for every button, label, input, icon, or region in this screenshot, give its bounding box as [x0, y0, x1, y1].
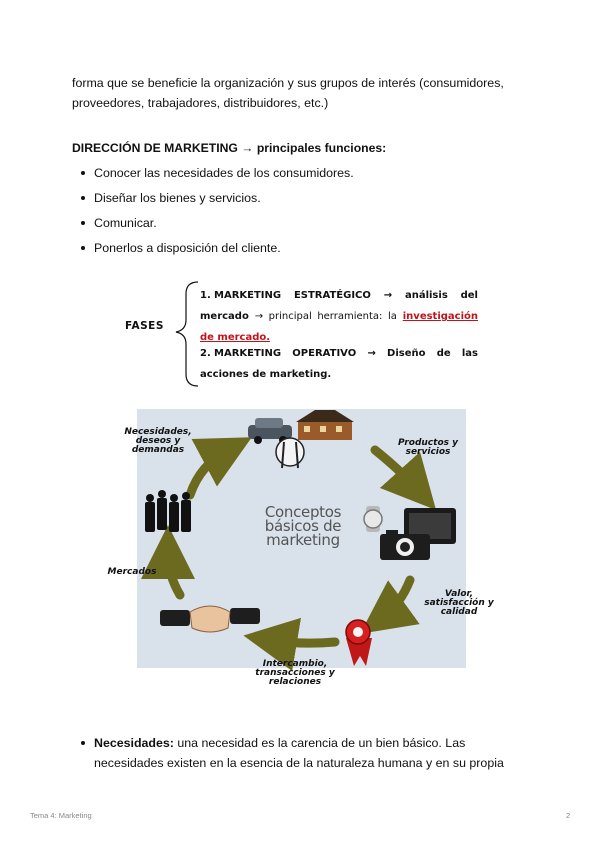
- ribbon-icon: [346, 620, 372, 666]
- curly-brace-icon: [172, 280, 202, 390]
- phase-1-title: MARKETING ESTRATÉGICO → análisis del: [214, 290, 478, 301]
- needs-definition: Necesidades: una necesidad es la carencia de un bien básico. Las necesidades existen en la esencia de la naturaleza humana y en su propia: [72, 733, 532, 773]
- functions-list: [72, 163, 354, 263]
- label-products: Productos y servicios: [398, 438, 458, 457]
- house-icon: [296, 410, 354, 440]
- intro-paragraph: [72, 73, 532, 113]
- handshake-icon: [160, 606, 260, 632]
- section-heading: DIRECCIÓN DE MARKETING → principales funciones:: [72, 141, 387, 155]
- page-number: 2: [566, 811, 571, 820]
- phase-1: 1. MARKETING ESTRATÉGICO → análisis del mercado → principal herramienta: la investigación de mercado.: [200, 290, 479, 343]
- intro-line-2: proveedores, trabajadores, distribuidores, etc.): [72, 96, 329, 110]
- needs-term: Necesidades:: [94, 736, 174, 750]
- diagram-center-title: Conceptos básicos de marketing: [264, 503, 342, 549]
- footer-title: Tema 4: Marketing: [30, 811, 92, 820]
- arrow-needs-to-products: [190, 450, 228, 495]
- label-markets: Mercados: [107, 567, 157, 577]
- phase-2: 2. MARKETING OPERATIVO → Diseño de las acciones de marketing.: [200, 348, 478, 380]
- camera-icon: [380, 530, 430, 560]
- arrow-markets-up: [168, 552, 180, 595]
- people-icon: [145, 490, 191, 532]
- label-exchange: Intercambio, transacciones y relaciones: [255, 659, 335, 687]
- cutlery-icon: [276, 438, 304, 468]
- market-research-link-cont[interactable]: de mercado.: [200, 332, 271, 343]
- phases-label: FASES: [125, 320, 164, 332]
- phase-2-title: MARKETING OPERATIVO → Diseño de las: [214, 348, 478, 359]
- function-item-2: Diseñar los bienes y servicios.: [72, 188, 354, 213]
- function-item-4: Ponerlos a disposición del cliente.: [72, 238, 354, 263]
- intro-line-1: forma que se beneficie la organización y sus grupos de interés (consumidores,: [72, 76, 504, 90]
- label-needs: Necesidades, deseos y demandas: [124, 427, 192, 455]
- arrow-exchange-left: [270, 640, 335, 643]
- label-value: Valor, satisfacción y calidad: [424, 589, 494, 617]
- watch-icon: [364, 506, 382, 532]
- market-research-link[interactable]: investigación: [402, 311, 479, 322]
- function-item-3: Comunicar.: [72, 213, 354, 238]
- function-item-1: Conocer las necesidades de los consumidores.: [72, 163, 354, 188]
- arrow-value-down: [382, 580, 410, 618]
